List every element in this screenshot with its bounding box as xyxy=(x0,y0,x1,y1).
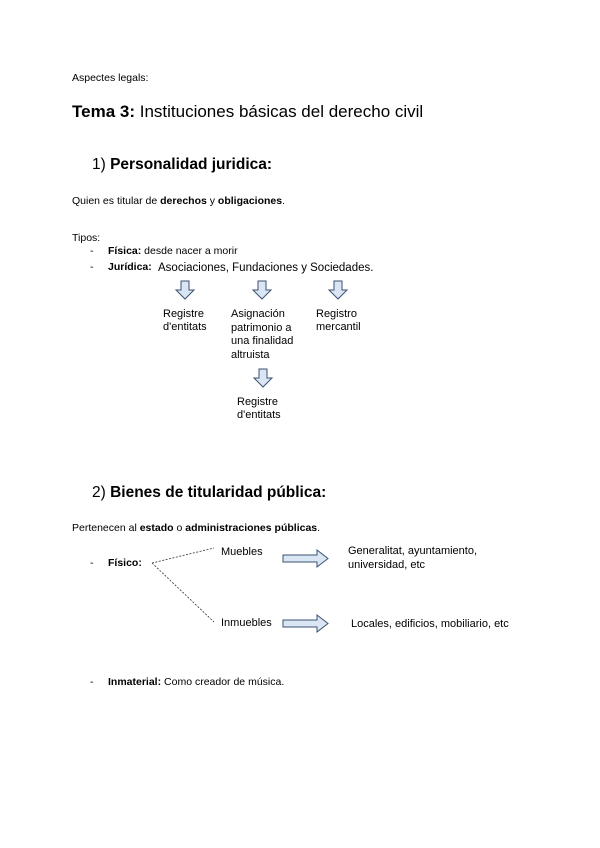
right-arrow-icon xyxy=(283,615,328,632)
flow-col1 xyxy=(163,308,207,334)
course-name: Aspectes legals: xyxy=(72,72,149,84)
inmaterial-label: Inmaterial: xyxy=(108,676,162,688)
section2-number: 2) xyxy=(92,484,111,501)
fisico-label-text: Físico: xyxy=(108,557,142,569)
def-text: . xyxy=(317,522,321,534)
down-arrow-icon xyxy=(176,281,194,299)
juridica-label-text: Jurídica: xyxy=(108,261,152,273)
def-text: Quien es titular de xyxy=(72,195,161,207)
def-bold-administraciones: administraciones públicas xyxy=(185,522,318,534)
flow-text: altruista xyxy=(231,348,270,361)
list-item-inmaterial xyxy=(108,676,284,688)
flow-text: Registre xyxy=(237,396,278,408)
inmuebles-result: Locales, edificios, mobiliario, etc xyxy=(351,618,509,630)
result-text: Generalitat, ayuntamiento, xyxy=(348,545,478,557)
juridica-types: Asociaciones, Fundaciones y Sociedades. xyxy=(158,262,374,274)
def-bold-derechos: derechos xyxy=(160,195,207,207)
flow-col2 xyxy=(231,308,293,362)
def-bold-estado: estado xyxy=(139,522,174,534)
inmuebles-label: Inmuebles xyxy=(221,617,272,629)
flow-text: Registro xyxy=(316,308,357,320)
list-bullet: - xyxy=(90,676,94,688)
types-label: Tipos: xyxy=(72,232,101,244)
inmaterial-text: Como creador de música. xyxy=(161,676,285,688)
flow-col3 xyxy=(316,308,361,334)
fisica-label: Física: xyxy=(108,245,142,257)
def-text: Pertenecen al xyxy=(72,522,140,534)
flow-text: patrimonio a xyxy=(231,321,292,334)
section1-number: 1) xyxy=(92,156,111,173)
fisico-label xyxy=(108,557,142,569)
branch-line xyxy=(152,563,214,622)
down-arrow-icon xyxy=(329,281,347,299)
branch-line xyxy=(152,548,214,563)
title-text: Instituciones básicas del derecho civil xyxy=(135,102,424,121)
list-bullet: - xyxy=(90,557,94,569)
title-prefix: Tema 3: xyxy=(72,102,135,121)
list-bullet: - xyxy=(90,261,94,273)
flow-text: d'entitats xyxy=(237,409,281,421)
fisica-text: desde nacer a morir xyxy=(141,245,238,257)
flow-col2-next xyxy=(237,396,281,422)
muebles-result xyxy=(348,545,477,572)
section2-definition xyxy=(72,522,320,534)
def-text: y xyxy=(206,195,218,207)
down-arrow-icon xyxy=(254,369,272,387)
result-text: universidad, etc xyxy=(348,558,426,571)
section2-title: Bienes de titularidad pública: xyxy=(110,484,327,501)
flow-text: Asignación xyxy=(231,308,285,320)
section1-title: Personalidad juridica: xyxy=(110,156,273,173)
def-text: o xyxy=(173,522,186,534)
flow-text: d'entitats xyxy=(163,321,207,333)
down-arrow-icon xyxy=(253,281,271,299)
flow-text: una finalidad xyxy=(231,335,294,347)
section2-heading xyxy=(92,484,326,502)
right-arrow-icon xyxy=(283,550,328,567)
def-text: . xyxy=(282,195,286,207)
def-bold-obligaciones: obligaciones xyxy=(217,195,283,207)
muebles-label: Muebles xyxy=(221,546,263,558)
flow-text: mercantil xyxy=(316,321,361,333)
list-bullet: - xyxy=(90,245,94,257)
flow-text: Registre xyxy=(163,308,204,320)
